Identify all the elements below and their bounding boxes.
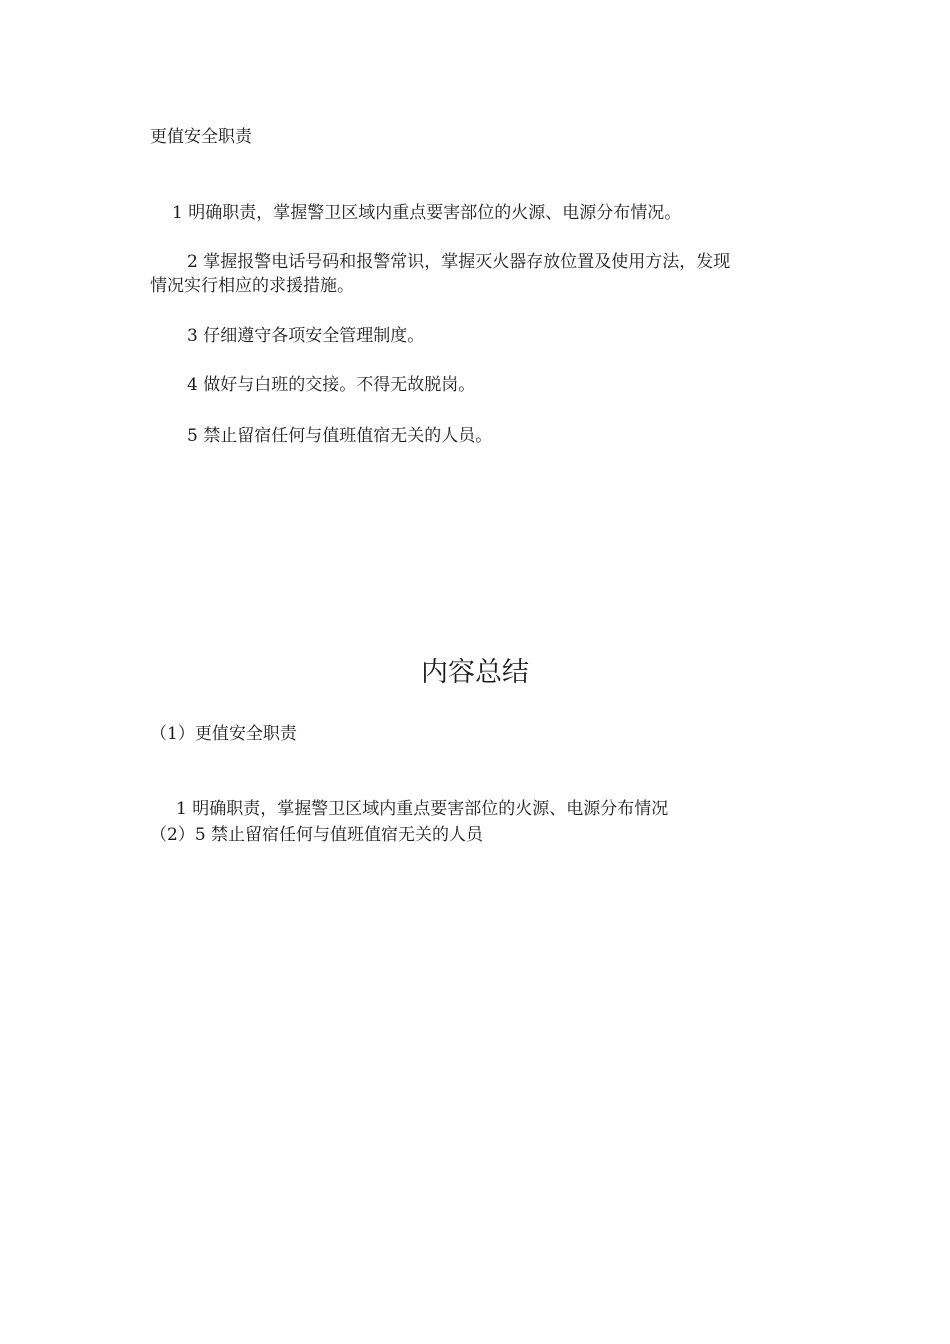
duty-item-4: 4 做好与白班的交接。不得无故脱岗。 <box>187 375 476 395</box>
duty-item-2-line-1: 2 掌握报警电话号码和报警常识，掌握灭火器存放位置及使用方法，发现 <box>187 252 731 272</box>
duty-item-5: 5 禁止留宿任何与值班值宿无关的人员。 <box>187 426 493 446</box>
summary-line-1: （1）更值安全职责 <box>150 724 297 744</box>
duty-item-3: 3 仔细遵守各项安全管理制度。 <box>187 326 425 346</box>
summary-line-3: （2）5 禁止留宿任何与值班值宿无关的人员 <box>150 825 484 845</box>
summary-line-2: 1 明确职责，掌握警卫区域内重点要害部位的火源、电源分布情况 <box>176 799 669 819</box>
duty-item-2-line-2: 情况实行相应的求援措施。 <box>150 276 354 296</box>
section-title: 更值安全职责 <box>150 127 252 147</box>
duty-item-1: 1 明确职责，掌握警卫区域内重点要害部位的火源、电源分布情况。 <box>172 203 682 223</box>
summary-heading: 内容总结 <box>421 657 529 688</box>
